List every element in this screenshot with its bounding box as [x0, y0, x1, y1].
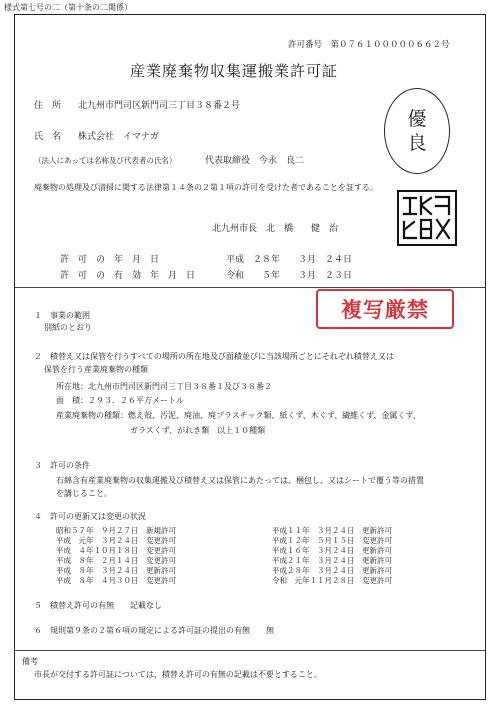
history-row: 平成１２年 ５月１５日 変更許可 [272, 536, 392, 545]
name-value: 株式会社 イマナガ [78, 132, 159, 142]
permit-date-value: 平成 ２８年 ３月 ２４日 [226, 255, 353, 265]
history-row: 昭和５７年 ９月２７日 新規許可 [56, 526, 176, 535]
section2-line1: ２ 積替え又は保管を行うすべての場所の所在地及び面積並びに当該場所ごとにそれぞれ積替え又は [34, 352, 394, 361]
section3-body-line1: 石綿含有産業廃棄物の収集運搬及び積替え又は保管にあたっては、梱包し、又はシートで覆う等の措置 [56, 476, 424, 485]
history-row: 平成 ８年 ２月１４日 変更許可 [56, 556, 176, 565]
section5: ５ 積替え許可の有無 記載なし [34, 601, 162, 610]
valid-date-value: 令和 ５年 ３月 ２３日 [226, 271, 353, 281]
permit-date-label: 許 可 の 年 月 日 [60, 255, 160, 265]
section2-area: 面 積：２９３．２６平方メートル [56, 396, 184, 405]
permit-number: 許可番号 第０７６１０００００６６２号 [288, 40, 450, 50]
section4-title: ４ 許可の更新又は変更の状況 [34, 512, 146, 521]
history-row: 令和 元年１１月２８日 変更許可 [272, 576, 392, 585]
section3-title: ３ 許可の条件 [34, 461, 90, 470]
address-label: 住 所 [34, 101, 62, 111]
representative-value: 代表取締役 今永 良二 [205, 156, 305, 166]
history-row: 平成 ８年 ３月２４日 更新許可 [56, 566, 176, 575]
section2-line2: 保管を行う産業廃棄物の種類 [44, 365, 148, 374]
representative-note: （法人にあっては名称及び代表者の氏名） [34, 156, 177, 165]
excellent-operator-mark [384, 88, 450, 174]
no-copy-stamp: 複写厳禁 [316, 289, 454, 329]
history-row: 平成 ８年 ４月３０日 変更許可 [56, 576, 176, 585]
section2-location: 所在地：北九州市門司区新門司三丁目３８番１及び３８番２ [56, 382, 272, 391]
mayor-name: 北九州市長 北 橋 健 治 [212, 224, 339, 234]
section1-body: 別紙のとおり [44, 323, 92, 332]
official-seal-icon [397, 190, 457, 246]
form-number-label: 様式第七号の二（第十条の二関係） [4, 3, 132, 12]
remarks-label: 備考 [22, 657, 38, 666]
certificate-title: 産業廃棄物収集運搬業許可証 [130, 62, 339, 80]
remarks-divider [15, 650, 485, 651]
history-row: 平成１１年 ３月２４日 更新許可 [272, 526, 392, 535]
section3-body-line2: を講じること。 [56, 489, 112, 498]
valid-date-label: 許 可 の 有 効 年 月 日 [60, 271, 196, 281]
history-row: 平成 元年 ３月２４日 変更許可 [56, 536, 176, 545]
history-row: 平成２８年 ３月２４日 更新許可 [272, 566, 392, 575]
history-row: 平成１６年 ３月２４日 更新許可 [272, 546, 392, 555]
certification-statement: 廃棄物の処理及び清掃に関する法律第１４条の２第１項の許可を受けた者であることを証する。 [34, 183, 378, 192]
section2-types-line2: ガラスくず、がれき類 以上１０種類 [130, 426, 266, 435]
divider-line [15, 287, 485, 288]
rank-bottom-char: 良 [407, 132, 427, 154]
rank-top-char: 優 [407, 108, 427, 130]
address-value: 北九州市門司区新門司三丁目３８番２号 [78, 101, 241, 111]
section1-title: １ 事業の範囲 [34, 311, 90, 320]
section6: ６ 規則第９条の２第６項の規定による許可証の提出の有無 無 [34, 626, 274, 635]
history-row: 平成 ４年１０月１８日 変更許可 [56, 546, 176, 555]
section2-types-line1: 産業廃棄物の種類：燃え殻、汚泥、廃油、廃プラスチック類、紙くず、木くず、繊維くず、金属くず、 [56, 411, 421, 420]
history-row: 平成２１年 ３月２４日 更新許可 [272, 556, 392, 565]
name-label: 氏 名 [34, 132, 62, 142]
remarks-text: 市長が交付する許可証については、積替え許可の有無の記載は不要とすること。 [34, 670, 322, 679]
